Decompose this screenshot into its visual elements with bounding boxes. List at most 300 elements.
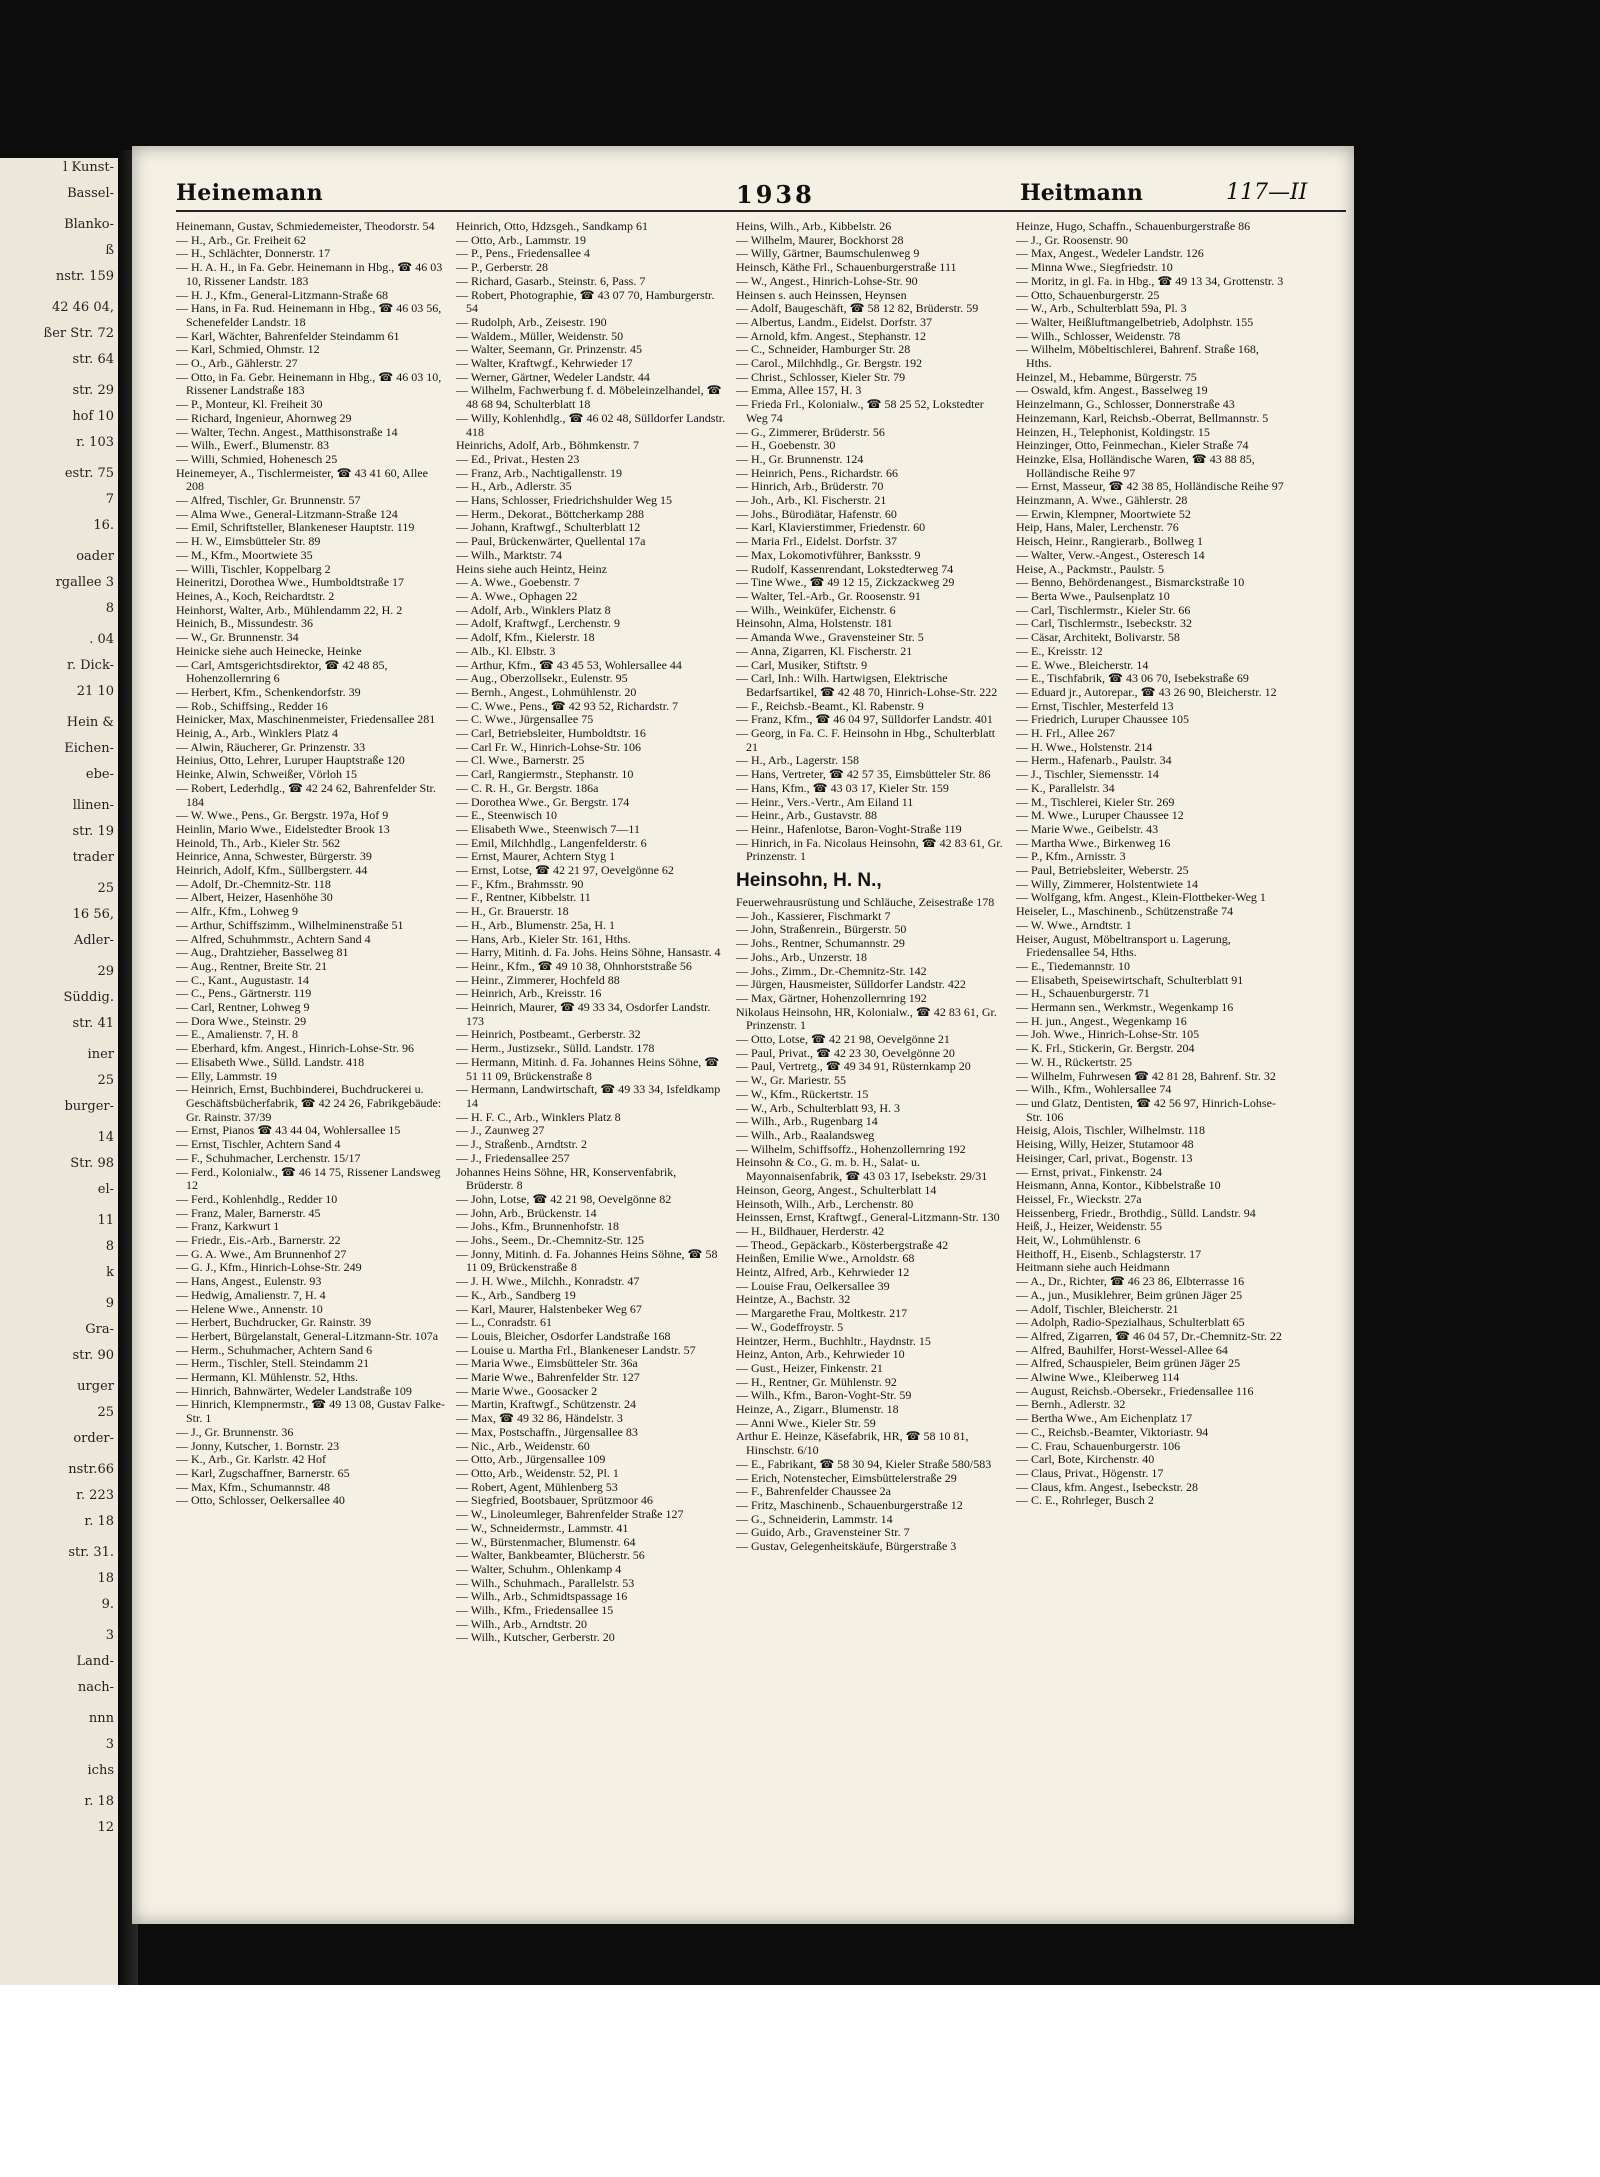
directory-entry: — Heinr., Hafenlotse, Baron-Voght-Straße 119 — [736, 821, 962, 836]
directory-entry: — Hinrich, Klempnermstr., ☎ 49 13 08, Gustav Falke-Str. 1 — [176, 1397, 445, 1426]
directory-entry: Heinsohn & Co., G. m. b. H., Salat- u. Mayonnaisenfabrik, ☎ 43 03 17, Isebekstr. 29/31 — [736, 1155, 988, 1184]
advertisement-name: Heinsohn, H. N., — [736, 870, 882, 892]
directory-entry: — Wilh., Arb., Rugenbarg 14 — [736, 1114, 878, 1129]
directory-entry: — H. F. C., Arb., Winklers Platz 8 — [456, 1109, 621, 1124]
directory-entry: — Adolf, Kraftwgf., Lerchenstr. 9 — [456, 616, 620, 631]
directory-entry: — J., Zaunweg 27 — [456, 1123, 545, 1138]
left-edge-fragment: ichs — [87, 1763, 114, 1778]
directory-entry: — Richard, Gasarb., Steinstr. 6, Pass. 7 — [456, 273, 646, 288]
directory-entry: — Willi, Schmied, Hohenesch 25 — [176, 451, 338, 466]
directory-entry: — Arthur, Kfm., ☎ 43 45 53, Wohlersallee 44 — [456, 657, 682, 672]
directory-entry: — Ferd., Kolonialw., ☎ 46 14 75, Rissener Landsweg 12 — [176, 1164, 441, 1193]
directory-entry: Nikolaus Heinsohn, HR, Kolonialw., ☎ 42 83 61, Gr. Prinzenstr. 1 — [736, 1004, 997, 1033]
directory-entry: Heinsen s. auch Heinssen, Heynsen — [736, 287, 907, 302]
directory-entry: — Eberhard, kfm. Angest., Hinrich-Lohse-Str. 96 — [176, 1041, 414, 1056]
directory-entry: — Alwine Wwe., Kleiberweg 114 — [1016, 1370, 1180, 1385]
directory-entry: — Oswald, kfm. Angest., Basselweg 19 — [1016, 383, 1208, 398]
directory-entry: Heinemeyer, A., Tischlermeister, ☎ 43 41 60, Allee 208 — [176, 465, 428, 494]
directory-entry: — Ernst, Pianos ☎ 43 44 04, Wohlersallee 15 — [176, 1123, 401, 1138]
directory-entry: — C. Frau, Schauenburgerstr. 106 — [1016, 1438, 1181, 1453]
directory-entry: — August, Reichsb.-Obersekr., Friedensallee 116 — [1016, 1383, 1254, 1398]
left-edge-fragment: 25 — [97, 1405, 114, 1420]
directory-entry: — H., Gr. Brauerstr. 18 — [456, 904, 569, 919]
directory-entry: — P., Pens., Friedensallee 4 — [456, 246, 590, 261]
directory-entry: Heintz, Alfred, Arb., Kehrwieder 12 — [736, 1265, 910, 1280]
directory-entry: — W., Gr. Mariestr. 55 — [736, 1073, 846, 1088]
directory-entry: — Karl, Maurer, Halstenbeker Weg 67 — [456, 1301, 642, 1316]
directory-entry: — Ed., Privat., Hesten 23 — [456, 451, 580, 466]
directory-entry: — H. A. H., in Fa. Gebr. Heinemann in Hbg., ☎ 46 03 10, Rissener Landstr. 183 — [176, 260, 443, 288]
directory-entry: — Herm., Hafenarb., Paulstr. 34 — [1016, 753, 1172, 768]
directory-entry: — Otto, Arb., Weidenstr. 52, Pl. 1 — [456, 1465, 619, 1480]
directory-entry: — Joh., Arb., Kl. Fischerstr. 21 — [736, 493, 887, 508]
directory-entry: — Hinrich, Arb., Brüderstr. 70 — [736, 479, 884, 494]
directory-entry: Heit, W., Lohmühlenstr. 6 — [1016, 1233, 1141, 1248]
directory-entry: Heinicker, Max, Maschinenmeister, Friedensallee 281 — [176, 712, 436, 727]
directory-entry: — Herbert, Kfm., Schenkendorfstr. 39 — [176, 684, 361, 699]
directory-entry: — Dora Wwe., Steinstr. 29 — [176, 1013, 307, 1028]
directory-entry: Johannes Heins Söhne, HR, Konservenfabrik, Brüderstr. 8 — [456, 1164, 677, 1193]
directory-entry: — Johann, Kraftwgf., Schulterblatt 12 — [456, 520, 641, 535]
directory-entry: — Frieda Frl., Kolonialw., ☎ 58 25 52, Lokstedter Weg 74 — [736, 397, 984, 425]
directory-entry: — Harry, Mitinh. d. Fa. Johs. Heins Söhne, Hansastr. 4 — [456, 945, 721, 960]
left-edge-fragment: 3 — [105, 1628, 114, 1643]
directory-entry: — Claus, Privat., Högenstr. 17 — [1016, 1465, 1164, 1480]
directory-entry: Heinemann, Gustav, Schmiedemeister, Theodorstr. 54 — [176, 220, 435, 233]
directory-entry: Heitmann siehe auch Heidmann — [1016, 1260, 1170, 1275]
directory-entry: — Werner, Gärtner, Wedeler Landstr. 44 — [456, 369, 650, 384]
directory-entry: — G. A. Wwe., Am Brunnenhof 27 — [176, 1246, 347, 1261]
directory-entry: — J., Gr. Brunnenstr. 36 — [176, 1424, 294, 1439]
left-edge-fragment: 9 — [105, 1296, 114, 1311]
directory-entry: — A. Wwe., Ophagen 22 — [456, 588, 578, 603]
directory-entry: — Karl, Schmied, Ohmstr. 12 — [176, 342, 320, 357]
directory-entry: — Wilh., Kfm., Friedensallee 15 — [456, 1603, 614, 1618]
directory-entry: — Heinr., Zimmerer, Hochfeld 88 — [456, 972, 620, 987]
directory-entry: — W., Linoleumleger, Bahrenfelder Straße 127 — [456, 1507, 684, 1522]
directory-entry: — P., Monteur, Kl. Freiheit 30 — [176, 397, 323, 412]
directory-entry: — Moritz, in gl. Fa. in Hbg., ☎ 49 13 34, Grottenstr. 3 — [1016, 273, 1284, 288]
directory-entry: — Carl, Tischlermstr., Isebeckstr. 32 — [1016, 616, 1192, 631]
directory-entry: Heintze, A., Bachstr. 32 — [736, 1292, 851, 1307]
directory-entry: — Emma, Allee 157, H. 3 — [736, 383, 862, 398]
directory-entry: — Otto, in Fa. Gebr. Heinemann in Hbg., ☎ 46 03 10, Rissener Landstraße 183 — [176, 369, 442, 398]
directory-entry: — Amanda Wwe., Gravensteiner Str. 5 — [736, 630, 924, 645]
directory-entry: — Anna, Zigarren, Kl. Fischerstr. 21 — [736, 643, 913, 658]
directory-entry: — Herbert, Bürgelanstalt, General-Litzmann-Str. 107a — [176, 1328, 439, 1343]
left-edge-fragment: 25 — [97, 881, 114, 896]
left-edge-fragment: Blanko- — [64, 217, 114, 232]
page-header — [176, 176, 1346, 212]
directory-entry: — H., Goebenstr. 30 — [736, 438, 836, 453]
directory-entry: — Herm., Tischler, Stell. Steindamm 21 — [176, 1356, 370, 1371]
directory-entry: Heintzer, Herm., Buchhltr., Haydnstr. 15 — [736, 1333, 931, 1348]
directory-entry: — W. Wwe., Pens., Gr. Bergstr. 197a, Hof 9 — [176, 808, 389, 823]
directory-entry: — H., Arb., Lagerstr. 158 — [736, 753, 859, 768]
directory-entry: — Karl, Zugschaffner, Barnerstr. 65 — [176, 1465, 350, 1480]
directory-entry: — Willy, Gärtner, Baumschulenweg 9 — [736, 246, 920, 261]
directory-entry: — Carl Fr. W., Hinrich-Lohse-Str. 106 — [456, 739, 641, 754]
directory-entry: — Hermann, Landwirtschaft, ☎ 49 33 34, Isfeldkamp 14 — [456, 1082, 721, 1110]
directory-column-1 — [176, 220, 446, 1840]
directory-entry: — Franz, Kfm., ☎ 46 04 97, Sülldorfer Landstr. 401 — [736, 712, 993, 727]
directory-entry: Heinig, A., Arb., Winklers Platz 4 — [176, 726, 338, 741]
directory-entry: — Anni Wwe., Kieler Str. 59 — [736, 1415, 876, 1430]
directory-entry: — H. jun., Angest., Wegenkamp 16 — [1016, 1013, 1187, 1028]
directory-entry: Heineritzi, Dorothea Wwe., Humboldtstraße 17 — [176, 575, 405, 590]
directory-entry: Heinrice, Anna, Schwester, Bürgerstr. 39 — [176, 849, 372, 864]
directory-entry: — Aug., Drahtzieher, Basselweg 81 — [176, 945, 349, 960]
directory-entry: — John, Straßenrein., Bürgerstr. 50 — [736, 922, 907, 937]
left-edge-fragment: 7 — [105, 492, 114, 507]
left-edge-fragment: str. 41 — [72, 1016, 114, 1031]
directory-entry: — Carl, Betriebsleiter, Humboldtstr. 16 — [456, 726, 646, 741]
left-edge-fragment: urger — [77, 1379, 114, 1394]
directory-entry: — E. Wwe., Bleicherstr. 14 — [1016, 657, 1149, 672]
directory-entry: — Otto, Arb., Jürgensallee 109 — [456, 1452, 606, 1467]
page-number: 117—II — [1226, 180, 1308, 205]
directory-entry: — Otto, Arb., Lammstr. 19 — [456, 232, 586, 247]
directory-entry: — J., Tischler, Siemensstr. 14 — [1016, 767, 1159, 782]
directory-entry: — Johs., Zimm., Dr.-Chemnitz-Str. 142 — [736, 963, 927, 978]
directory-entry: — Carl, Tischlermstr., Kieler Str. 66 — [1016, 602, 1191, 617]
directory-entry: — Adolph, Radio-Spezialhaus, Schulterblatt 65 — [1016, 1315, 1245, 1330]
directory-entry: Heisig, Alois, Tischler, Wilhelmstr. 118 — [1016, 1123, 1206, 1138]
directory-entry: — Rob., Schiffsing., Redder 16 — [176, 698, 328, 713]
directory-entry: Heinßen, Emilie Wwe., Arnoldstr. 68 — [736, 1251, 915, 1266]
directory-entry: — C. R. H., Gr. Bergstr. 186a — [456, 780, 599, 795]
directory-entry: — Robert, Agent, Mühlenberg 53 — [456, 1479, 618, 1494]
directory-entry: — Rudolf, Kassenrendant, Lokstedterweg 74 — [736, 561, 954, 576]
directory-entry: Heiß, J., Heizer, Weidenstr. 55 — [1016, 1219, 1162, 1234]
left-edge-fragment: 3 — [105, 1737, 114, 1752]
directory-entry: Heinich, B., Missundestr. 36 — [176, 616, 313, 631]
directory-entry: — K., Parallelstr. 34 — [1016, 780, 1115, 795]
directory-entry: — Nic., Arb., Weidenstr. 60 — [456, 1438, 590, 1453]
directory-entry: — Georg, in Fa. C. F. Heinsohn in Hbg., Schulterblatt 21 — [736, 726, 996, 754]
directory-entry: — Carol., Milchhdlg., Gr. Bergstr. 192 — [736, 356, 923, 371]
directory-entry: — Hans, Kfm., ☎ 43 03 17, Kieler Str. 159 — [736, 780, 949, 795]
left-edge-fragment: 8 — [105, 601, 114, 616]
directory-entry: — Alfr., Kfm., Lohweg 9 — [176, 904, 298, 919]
directory-entry: — Max, Postschaffn., Jürgensallee 83 — [456, 1424, 638, 1439]
left-edge-fragment: burger- — [64, 1099, 114, 1114]
directory-entry: — Heinr., Arb., Gustavstr. 88 — [736, 808, 877, 823]
directory-entry: — Paul, Privat., ☎ 42 23 30, Oevelgönne 20 — [736, 1045, 955, 1060]
left-edge-fragment: Str. 98 — [70, 1156, 114, 1171]
left-edge-fragment: k — [106, 1265, 114, 1280]
directory-entry: — E., Steenwisch 10 — [456, 808, 557, 823]
directory-entry: — W., Arb., Schulterblatt 93, H. 3 — [736, 1100, 900, 1115]
directory-entry: — W., Schneidermstr., Lammstr. 41 — [456, 1520, 629, 1535]
directory-column-2 — [456, 220, 726, 1840]
directory-entry: — Alb., Kl. Elbstr. 3 — [456, 643, 556, 658]
directory-entry: — Hans, in Fa. Rud. Heinemann in Hbg., ☎ 46 03 56, Schenefelder Landstr. 18 — [176, 301, 442, 329]
left-page-fragment — [0, 158, 118, 1985]
directory-entry: — E., Tiedemannstr. 10 — [1016, 958, 1131, 973]
directory-entry: — Joh., Kassierer, Fischmarkt 7 — [736, 908, 891, 923]
directory-entry: Heissel, Fr., Wieckstr. 27a — [1016, 1191, 1142, 1206]
directory-entry: Heines, A., Koch, Reichardtstr. 2 — [176, 588, 335, 603]
directory-entry: — Elisabeth Wwe., Steenwisch 7—11 — [456, 821, 640, 836]
left-edge-fragment: ebe- — [85, 767, 114, 782]
directory-entry: — Maria Frl., Eidelst. Dorfstr. 37 — [736, 534, 897, 549]
directory-entry: — Wilh., Arb., Raalandsweg — [736, 1128, 875, 1142]
directory-entry: — Jonny, Mitinh. d. Fa. Johannes Heins Söhne, ☎ 58 11 09, Brückenstraße 8 — [456, 1246, 718, 1275]
directory-entry: Heinzmann, A. Wwe., Gählerstr. 28 — [1016, 493, 1188, 508]
directory-entry: — W., Kfm., Rückertstr. 15 — [736, 1086, 869, 1101]
directory-entry: — Heinrich, Pens., Richardstr. 66 — [736, 465, 898, 480]
directory-entry: — Wilh., Kfm., Baron-Voght-Str. 59 — [736, 1388, 912, 1403]
left-edge-fragment: Eichen- — [64, 741, 114, 756]
left-edge-fragment: Gra- — [85, 1322, 114, 1337]
directory-page — [132, 146, 1354, 1924]
directory-entry: — Max, Kfm., Schumannstr. 48 — [176, 1479, 330, 1494]
directory-entry: — Ernst, Lotse, ☎ 42 21 97, Oevelgönne 62 — [456, 863, 674, 878]
header-year: 1938 — [736, 180, 815, 209]
directory-entry: — Hedwig, Amalienstr. 7, H. 4 — [176, 1287, 326, 1302]
directory-entry: Heinzen, H., Telephonist, Koldingstr. 15 — [1016, 424, 1210, 439]
directory-entry: — Benno, Behördenangest., Bismarckstraße 10 — [1016, 575, 1245, 590]
directory-entry: — Wilh., Arb., Arndtstr. 20 — [456, 1616, 587, 1631]
directory-entry: — K., Arb., Sandberg 19 — [456, 1287, 576, 1302]
directory-entry: Heismann, Anna, Kontor., Kibbelstraße 10 — [1016, 1178, 1221, 1193]
directory-entry: — Walter, Tel.-Arb., Gr. Roosenstr. 91 — [736, 588, 921, 603]
directory-entry: — Heinrich, Postbeamt., Gerberstr. 32 — [456, 1027, 641, 1042]
directory-entry: Heinzinger, Otto, Feinmechan., Kieler Straße 74 — [1016, 438, 1249, 453]
directory-entry: Feuerwehrausrüstung und Schläuche, Zeisestraße 178 — [736, 895, 995, 910]
directory-entry: — Paul, Vertretg., ☎ 49 34 91, Rüsternkamp 20 — [736, 1059, 971, 1074]
left-edge-fragment: r. Dick- — [67, 658, 114, 673]
left-edge-fragment: 14 — [97, 1130, 114, 1145]
directory-entry: — Hinrich, Bahnwärter, Wedeler Landstraße 109 — [176, 1383, 412, 1398]
directory-entry: — A., Dr., Richter, ☎ 46 23 86, Elbterrasse 16 — [1016, 1274, 1245, 1289]
directory-entry: — Adolf, Kfm., Kielerstr. 18 — [456, 630, 595, 645]
left-edge-fragment: nstr.66 — [68, 1462, 114, 1477]
directory-entry: — Gustav, Gelegenheitskäufe, Bürgerstraße 3 — [736, 1539, 957, 1554]
directory-entry: — Martha Wwe., Birkenweg 16 — [1016, 835, 1171, 850]
directory-entry: Heinzel, M., Hebamme, Bürgerstr. 75 — [1016, 369, 1197, 384]
directory-entry: — Wilh., Arb., Schmidtspassage 16 — [456, 1589, 628, 1604]
directory-entry: — Arnold, kfm. Angest., Stephanstr. 12 — [736, 328, 926, 343]
header-first-name: Heinemann — [176, 180, 324, 206]
directory-entry: — Bertha Wwe., Am Eichenplatz 17 — [1016, 1411, 1193, 1426]
directory-entry: — H. J., Kfm., General-Litzmann-Straße 68 — [176, 287, 388, 302]
directory-entry: — Franz, Maler, Barnerstr. 45 — [176, 1205, 321, 1220]
directory-entry: — Hermann, Mitinh. d. Fa. Johannes Heins Söhne, ☎ 51 11 09, Brückenstraße 8 — [456, 1054, 720, 1083]
left-edge-fragment: order- — [73, 1431, 114, 1446]
directory-entry: — P., Kfm., Arnisstr. 3 — [1016, 849, 1126, 864]
directory-entry: Heip, Hans, Maler, Lerchenstr. 76 — [1016, 520, 1179, 535]
directory-entry: — G. J., Kfm., Hinrich-Lohse-Str. 249 — [176, 1260, 362, 1275]
directory-entry: — Johs., Seem., Dr.-Chemnitz-Str. 125 — [456, 1233, 644, 1248]
directory-entry: — Ferd., Kohlenhdlg., Redder 10 — [176, 1191, 338, 1206]
directory-entry: — W., Bürstenmacher, Blumenstr. 64 — [456, 1534, 636, 1549]
left-edge-fragment: oader — [76, 549, 114, 564]
directory-entry: Heinson, Georg, Angest., Schulterblatt 14 — [736, 1182, 937, 1197]
left-edge-fragment: 42 46 04, — [51, 300, 114, 315]
directory-entry: — L., Conradstr. 61 — [456, 1315, 552, 1330]
left-edge-fragment: ß — [105, 243, 114, 258]
left-edge-fragment: 18 — [97, 1571, 114, 1586]
directory-entry: — Elisabeth, Speisewirtschaft, Schulterblatt 91 — [1016, 972, 1244, 987]
left-edge-fragment: trader — [72, 850, 114, 865]
directory-entry: — Hans, Vertreter, ☎ 42 57 35, Eimsbütteler Str. 86 — [736, 767, 991, 782]
left-edge-fragment: 11 — [97, 1213, 114, 1228]
directory-entry: — Herm., Dekorat., Böttcherkamp 288 — [456, 506, 644, 521]
directory-entry: — Wilhelm, Fuhrwesen ☎ 42 81 28, Bahrenf. Str. 32 — [1016, 1068, 1276, 1083]
left-page-edge-text — [0, 158, 118, 1844]
directory-entry: — Louis, Bleicher, Osdorfer Landstraße 168 — [456, 1328, 671, 1343]
directory-entry: — Wilh., Kutscher, Gerberstr. 20 — [456, 1630, 615, 1645]
directory-entry: — C. Wwe., Jürgensallee 75 — [456, 712, 594, 727]
directory-entry: Heinrichs, Adolf, Arb., Böhmkenstr. 7 — [456, 438, 639, 453]
directory-entry: — Franz, Arb., Nachtigallenstr. 19 — [456, 465, 622, 480]
directory-entry: — Albertus, Landm., Eidelst. Dorfstr. 37 — [736, 314, 932, 329]
directory-entry: — O., Arb., Gählerstr. 27 — [176, 356, 298, 371]
directory-entry: Heinsoth, Wilh., Arb., Lerchenstr. 80 — [736, 1196, 914, 1211]
directory-entry: — Herm., Schuhmacher, Achtern Sand 6 — [176, 1342, 373, 1357]
directory-entry: — H., Gr. Brunnenstr. 124 — [736, 451, 864, 466]
directory-entry: — Aug., Rentner, Breite Str. 21 — [176, 958, 328, 973]
directory-entry: Heinke, Alwin, Schweißer, Vörloh 15 — [176, 767, 357, 782]
directory-entry: — Martin, Kraftwgf., Schützenstr. 24 — [456, 1397, 636, 1412]
directory-entry: — Eduard jr., Autorepar., ☎ 43 26 90, Bleicherstr. 12 — [1016, 684, 1277, 699]
directory-entry: Heinold, Th., Arb., Kieler Str. 562 — [176, 835, 341, 850]
directory-entry: — C., Pens., Gärtnerstr. 119 — [176, 986, 312, 1001]
directory-entry: — H. W., Eimsbütteler Str. 89 — [176, 534, 321, 549]
directory-entry: — Wolfgang, kfm. Angest., Klein-Flottbeker-Weg 1 — [1016, 890, 1266, 905]
directory-entry: — Wilhelm, Schiffsoffz., Hohenzollernring 192 — [736, 1141, 966, 1156]
left-edge-fragment: r. 223 — [76, 1488, 114, 1503]
directory-entry: — Jonny, Kutscher, 1. Bornstr. 23 — [176, 1438, 340, 1453]
directory-entry: — C., Schneider, Hamburger Str. 28 — [736, 342, 911, 357]
directory-entry: — Arthur, Schiffszimm., Wilhelminenstraße 51 — [176, 917, 404, 932]
directory-entry: — Wilhelm, Möbeltischlerei, Bahrenf. Straße 168, Hths. — [1016, 342, 1259, 371]
directory-entry: — A., jun., Musiklehrer, Beim grünen Jäger 25 — [1016, 1287, 1243, 1302]
directory-entry: — Waldem., Müller, Weidenstr. 50 — [456, 328, 624, 343]
left-edge-fragment: 21 10 — [76, 684, 114, 699]
left-edge-fragment: el- — [97, 1182, 114, 1197]
left-edge-fragment: str. 31. — [68, 1545, 114, 1560]
directory-entry: — H., Arb., Blumenstr. 25a, H. 1 — [456, 917, 615, 932]
directory-entry: Heinhorst, Walter, Arb., Mühlendamm 22, H. 2 — [176, 602, 403, 617]
directory-entry: — Aug., Oberzollsekr., Eulenstr. 95 — [456, 671, 628, 686]
directory-entry: — Dorothea Wwe., Gr. Bergstr. 174 — [456, 794, 630, 809]
directory-entry: — Adolf, Baugeschäft, ☎ 58 12 82, Brüderstr. 59 — [736, 301, 979, 316]
directory-entry: — Joh. Wwe., Hinrich-Lohse-Str. 105 — [1016, 1027, 1200, 1042]
left-edge-fragment: str. 90 — [72, 1348, 114, 1363]
directory-entry: — C. Wwe., Pens., ☎ 42 93 52, Richardstr. 7 — [456, 698, 679, 713]
directory-entry: — Karl, Wächter, Bahrenfelder Steindamm 61 — [176, 328, 400, 343]
directory-entry: — F., Kfm., Brahmsstr. 90 — [456, 876, 584, 891]
directory-entry: — Rudolph, Arb., Zeisestr. 190 — [456, 314, 607, 329]
directory-entry: — Bernh., Adlerstr. 32 — [1016, 1397, 1126, 1412]
directory-entry: — A. Wwe., Goebenstr. 7 — [456, 575, 580, 590]
left-edge-fragment: iner — [87, 1047, 114, 1062]
directory-entry: — Hinrich, in Fa. Nicolaus Heinsohn, ☎ 42 83 61, Gr. Prinzenstr. 1 — [736, 835, 1003, 864]
directory-entry: — Wilhelm, Fachwerbung f. d. Möbeleinzelhandel, ☎ 48 68 94, Schulterblatt 18 — [456, 383, 722, 412]
directory-entry: — W. H., Rückertstr. 25 — [1016, 1054, 1132, 1069]
directory-entry: — H., Arb., Gr. Freiheit 62 — [176, 232, 306, 247]
directory-entry: — Louise u. Martha Frl., Blankeneser Landstr. 57 — [456, 1342, 696, 1357]
directory-entry: — Carl, Amtsgerichtsdirektor, ☎ 42 48 85, Hohenzollernring 6 — [176, 657, 388, 686]
directory-entry: — Ernst, Tischler, Mesterfeld 13 — [1016, 698, 1174, 713]
directory-entry: Heisinger, Carl, privat., Bogenstr. 13 — [1016, 1150, 1193, 1165]
directory-entry: — Wilh., Schlosser, Weidenstr. 78 — [1016, 328, 1181, 343]
directory-entry: — Max, Angest., Wedeler Landstr. 126 — [1016, 246, 1204, 261]
directory-entry: — Fritz, Maschinenb., Schauenburgerstraße 12 — [736, 1497, 963, 1512]
directory-entry: — Marie Wwe., Geibelstr. 43 — [1016, 821, 1159, 836]
directory-entry: — Walter, Schuhm., Ohlenkamp 4 — [456, 1561, 622, 1576]
directory-entry: — Alfred, Schauspieler, Beim grünen Jäger 25 — [1016, 1356, 1241, 1371]
directory-entry: — Hans, Schlosser, Friedrichshulder Weg 15 — [456, 493, 672, 508]
directory-entry: — W. Wwe., Arndtstr. 1 — [1016, 917, 1132, 932]
directory-entry: Heinrich, Adolf, Kfm., Süllbergsterr. 44 — [176, 863, 368, 878]
directory-entry: — Willi, Tischler, Koppelbarg 2 — [176, 561, 331, 576]
directory-entry: — Guido, Arb., Gravensteiner Str. 7 — [736, 1525, 910, 1540]
left-edge-fragment: rgallee 3 — [55, 575, 114, 590]
directory-entry: — Heinrich, Arb., Kreisstr. 16 — [456, 986, 602, 1001]
directory-entry: — Marie Wwe., Goosacker 2 — [456, 1383, 598, 1398]
left-edge-fragment: nnn — [88, 1711, 114, 1726]
directory-entry: — C., Reichsb.-Beamter, Viktoriastr. 94 — [1016, 1424, 1209, 1439]
directory-entry: — Heinr., Kfm., ☎ 49 10 38, Ohnhorststraße 56 — [456, 958, 692, 973]
directory-entry: — Theod., Gepäckarb., Kösterbergstraße 42 — [736, 1237, 949, 1252]
left-edge-fragment: r. 18 — [84, 1794, 114, 1809]
directory-entry: — M., Tischlerei, Kieler Str. 269 — [1016, 794, 1175, 809]
directory-entry: — Erwin, Klempner, Moortwiete 52 — [1016, 506, 1191, 521]
directory-column-4 — [1016, 220, 1286, 1840]
directory-entry: — Tine Wwe., ☎ 49 12 15, Zickzackweg 29 — [736, 575, 955, 590]
directory-entry: — Carl, Rangiermstr., Stephanstr. 10 — [456, 767, 634, 782]
directory-entry: — K., Arb., Gr. Karlstr. 42 Hof — [176, 1452, 326, 1467]
directory-entry: — Louise Frau, Oelkersallee 39 — [736, 1278, 890, 1293]
directory-entry: — H., Schlächter, Donnerstr. 17 — [176, 246, 331, 261]
directory-entry: — Johs., Arb., Unzerstr. 18 — [736, 949, 867, 964]
left-edge-fragment: 12 — [97, 1820, 114, 1835]
directory-entry: Heinicke siehe auch Heinecke, Heinke — [176, 643, 362, 658]
directory-entry: Heiseler, L., Maschinenb., Schützenstraße 74 — [1016, 904, 1234, 919]
directory-entry: — Albert, Heizer, Hasenhöhe 30 — [176, 890, 333, 905]
left-edge-fragment: Süddig. — [63, 990, 114, 1005]
directory-entry: — Herm., Justizsekr., Sülld. Landstr. 178 — [456, 1041, 655, 1056]
directory-entry: Arthur E. Heinze, Käsefabrik, HR, ☎ 58 10 81, Hinschstr. 6/10 — [736, 1429, 969, 1458]
directory-entry: — Ernst, Masseur, ☎ 42 38 85, Holländische Reihe 97 — [1016, 479, 1284, 494]
left-edge-fragment: 16 56, — [72, 907, 114, 922]
directory-entry: — Heinr., Vers.-Vertr., Am Eiland 11 — [736, 794, 914, 809]
directory-entry: Heiser, August, Möbeltransport u. Lagerung, Friedensallee 54, Hths. — [1016, 931, 1231, 960]
left-edge-fragment: Hein & — [66, 715, 114, 730]
directory-entry: — Robert, Lederhdlg., ☎ 42 24 62, Bahrenfelder Str. 184 — [176, 780, 436, 809]
left-edge-fragment: 8 — [105, 1239, 114, 1254]
directory-entry: — Erich, Notenstecher, Eimsbüttelerstraße 29 — [736, 1470, 957, 1485]
directory-entry: — Wilh., Weinküfer, Eichenstr. 6 — [736, 602, 896, 617]
directory-entry: — Willy, Zimmerer, Holstentwiete 14 — [1016, 876, 1198, 891]
left-edge-fragment: l Kunst- — [63, 160, 114, 175]
left-edge-fragment: nach- — [77, 1680, 114, 1695]
directory-entry: — Max, ☎ 49 32 86, Händelstr. 3 — [456, 1411, 623, 1426]
directory-entry: Heinsohn, Alma, Holstenstr. 181 — [736, 616, 893, 631]
directory-entry: — Johs., Bürodiätar, Hafenstr. 60 — [736, 506, 897, 521]
directory-entry: — F., Reichsb.-Beamt., Kl. Rabenstr. 9 — [736, 698, 924, 713]
directory-entry: — Herbert, Buchdrucker, Gr. Rainstr. 39 — [176, 1315, 372, 1330]
directory-entry: — Cäsar, Architekt, Bolivarstr. 58 — [1016, 630, 1180, 645]
directory-entry: — Elly, Lammstr. 19 — [176, 1068, 277, 1083]
directory-entry: — Berta Wwe., Paulsenplatz 10 — [1016, 588, 1170, 603]
directory-entry: — Bernh., Angest., Lohmühlenstr. 20 — [456, 684, 637, 699]
directory-entry: — W., Angest., Hinrich-Lohse-Str. 90 — [736, 273, 918, 288]
